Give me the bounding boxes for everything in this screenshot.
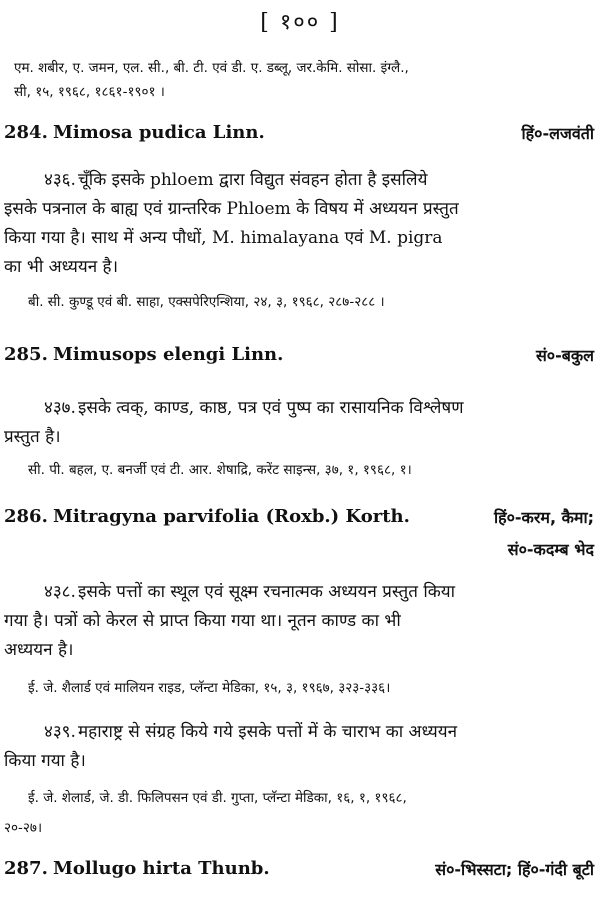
citation: बी. सी. कुण्डू एवं बी. साहा, एक्सपेरिएन्शिया, २४, ३, १९६८, २८७-२८८ । — [28, 294, 385, 310]
scientific-name: Mollugo hirta Thunb. — [52, 858, 270, 879]
item-number: ४३८. — [44, 582, 76, 602]
entry-heading — [4, 856, 594, 886]
common-name: सं०-बकुल — [535, 346, 594, 365]
paragraph-line — [4, 394, 592, 423]
line-text: इसके त्वक्, काण्ड, काष्ठ, पत्र एवं पुष्प का रासायनिक विश्लेषण — [78, 398, 464, 418]
scientific-name: Mimusops elengi Linn. — [52, 344, 284, 365]
entry-number: 287. — [4, 858, 48, 879]
paragraph-line — [4, 166, 592, 195]
paragraph-line: किया गया है। — [4, 751, 86, 771]
item-number: ४३९. — [44, 722, 76, 742]
entry-paragraph — [4, 718, 592, 776]
page-number: [ १०० ] — [260, 10, 340, 35]
scientific-name: Mitragyna parvifolia (Roxb.) Korth. — [52, 506, 410, 527]
entry-heading — [4, 504, 594, 534]
common-name: हिं०-लजवंती — [521, 124, 594, 143]
paragraph-line: अध्ययन है। — [4, 640, 74, 660]
scientific-name: Mimosa pudica Linn. — [52, 122, 265, 143]
reference-line: एम. शबीर, ए. जमन, एल. सी., बी. टी. एवं डी. ए. डब्लू, जर.केमि. सोसा. इंग्लै., — [14, 60, 409, 76]
line-text: महाराष्ट्र से संग्रह किये गये इसके पत्तों में के चाराभ का अध्ययन — [78, 722, 458, 742]
paragraph-line — [4, 718, 592, 747]
line-text: इसके पत्तों का स्थूल एवं सूक्ष्म रचनात्मक अध्ययन प्रस्तुत किया — [78, 582, 456, 602]
entry-heading — [4, 120, 594, 150]
paragraph-line: का भी अध्ययन है। — [4, 257, 119, 277]
common-name: हिं०-करम, कैमा; — [493, 508, 594, 527]
paragraph-line: प्रस्तुत है। — [4, 427, 61, 447]
entry-number: 286. — [4, 506, 48, 527]
reference-line: सी, १५, १९६८, १८६१-१९०१ । — [14, 84, 165, 100]
citation: सी. पी. बहल, ए. बनर्जी एवं टी. आर. शेषाद्रि, करेंट साइन्स, ३७, १, १९६८, १। — [28, 462, 412, 478]
common-name: सं०-भिस्सटा; हिं०-गंदी बूटी — [435, 860, 594, 879]
entry-heading — [4, 342, 594, 372]
entry-paragraph — [4, 394, 592, 452]
common-name-secondary: सं०-कदम्ब भेद — [507, 540, 594, 559]
item-number: ४३७. — [44, 398, 76, 418]
citation: ई. जे. शैलार्ड एवं मालियन राइड, प्लॅन्टा मेडिका, १५, ३, १९६७, ३२३-३३६। — [28, 680, 391, 696]
paragraph-line: इसके पत्रनाल के बाह्य एवं ग्रान्तरिक Phloem के विषय में अध्ययन प्रस्तुत — [4, 199, 459, 219]
citation: २०-२७। — [4, 820, 43, 836]
line-text: चूँकि इसके phloem द्वारा विद्युत संवहन होता है इसलिये — [78, 170, 428, 190]
entry-number: 285. — [4, 344, 48, 365]
paragraph-line — [4, 578, 592, 607]
citation: ई. जे. शेलार्ड, जे. डी. फिलिपसन एवं डी. गुप्ता, प्लॅन्टा मेडिका, १६, १, १९६८, — [28, 790, 407, 806]
entry-paragraph — [4, 578, 592, 665]
paragraph-line: किया गया है। साथ में अन्य पौधों, M. himalayana एवं M. pigra — [4, 228, 443, 248]
item-number: ४३६. — [44, 170, 76, 190]
paragraph-line: गया है। पत्रों को केरल से प्राप्त किया गया था। नूतन काण्ड का भी — [4, 611, 401, 631]
entry-number: 284. — [4, 122, 48, 143]
entry-paragraph — [4, 166, 592, 282]
entry-heading-continued — [4, 536, 594, 564]
